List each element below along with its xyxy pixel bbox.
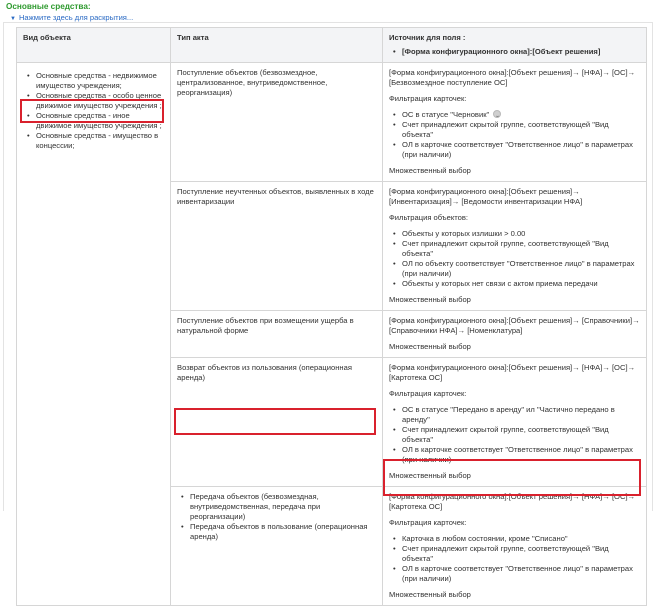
list-item: • Счет принадлежит скрытой группе, соответствующей "Вид объекта" — [402, 239, 640, 259]
section-title: Основные средства: — [6, 2, 91, 11]
list-item: • Основные средства - недвижимое имущество учреждения; — [36, 71, 164, 91]
list-item: • Основные средства - особо ценное движимое имущество учреждения ; — [36, 91, 164, 111]
object-types-list — [23, 71, 164, 151]
filter-list — [389, 534, 640, 584]
list-item: • Передача объектов (безвозмездная, внутриведомственная, передача при реорганизации) — [190, 492, 376, 522]
selection-mode: Множественный выбор — [389, 342, 471, 351]
list-item: • Счет принадлежит скрытой группе, соответствующей "Вид объекта" — [402, 425, 640, 445]
list-item: • Основные средства - имущество в концессии; — [36, 131, 164, 151]
chevron-down-icon: ▼ — [10, 16, 16, 22]
expand-link[interactable] — [10, 13, 133, 22]
act-cell: Поступление неучтенных объектов, выявленных в ходе инвентаризации — [171, 182, 383, 311]
filter-title: Фильтрация карточек: — [389, 94, 467, 103]
act-cell: Поступление объектов при возмещении ущерба в натуральной форме — [171, 311, 383, 358]
emoticon-icon — [493, 110, 501, 118]
list-item: • Основные средства - иное движимое имущество учреждения ; — [36, 111, 164, 131]
table-row — [17, 63, 647, 182]
source-cell — [383, 358, 647, 487]
list-item: • ОЛ в карточке соответствует "Ответственное лицо" в параметрах (при наличии) — [402, 445, 640, 465]
act-cell — [171, 487, 383, 606]
source-path: [Форма конфигурационного окна]:[Объект решения]→ [Справочники]→ [Справочники НФА]→ [Номенклатура] — [389, 316, 640, 335]
list-item: • ОС в статусе "Передано в аренду" ил "Частично передано в аренду" — [402, 405, 640, 425]
source-cell — [383, 487, 647, 606]
list-item: • ОЛ в карточке соответствует "Ответственное лицо" в параметрах (при наличии) — [402, 140, 640, 160]
source-path: [Форма конфигурационного окна]:[Объект решения]→ [НФА]→ [ОС]→ [Безвозмездное поступление ОС] — [389, 68, 636, 87]
act-cell: Возврат объектов из пользования (операционная аренда) — [171, 358, 383, 487]
mapping-table — [16, 27, 647, 606]
list-item: • Объекты у которых нет связи с актом приема передачи — [402, 279, 640, 289]
selection-mode: Множественный выбор — [389, 590, 471, 599]
act-list — [177, 492, 376, 542]
filter-text: ОС в статусе "Черновик" — [402, 110, 490, 119]
filter-list — [389, 229, 640, 289]
selection-mode: Множественный выбор — [389, 471, 471, 480]
list-item: • ОЛ по объекту соответствует "Ответственное лицо" в параметрах (при наличии) — [402, 259, 640, 279]
source-path: [Форма конфигурационного окна]:[Объект решения]→ [Инвентаризация]→ [Ведомости инвентаризации НФА] — [389, 187, 583, 206]
act-cell: Поступление объектов (безвозмездное, централизованное, внутриведомственное, реорганизация) — [171, 63, 383, 182]
list-item: • Объекты у которых излишки > 0.00 — [402, 229, 640, 239]
filter-list — [389, 110, 640, 160]
selection-mode: Множественный выбор — [389, 295, 471, 304]
header-source-item: • [Форма конфигурационного окна]:[Объект решения] — [402, 47, 640, 57]
list-item: • Счет принадлежит скрытой группе, соответствующей "Вид объекта" — [402, 544, 640, 564]
filter-title: Фильтрация объектов: — [389, 213, 469, 222]
filter-title: Фильтрация карточек: — [389, 389, 467, 398]
list-item: • Счет принадлежит скрытой группе, соответствующей "Вид объекта" — [402, 120, 640, 140]
source-cell — [383, 182, 647, 311]
source-cell — [383, 63, 647, 182]
list-item — [402, 110, 640, 120]
filter-title: Фильтрация карточек: — [389, 518, 467, 527]
header-object-type: Вид объекта — [17, 28, 171, 63]
object-types-cell — [17, 63, 171, 606]
list-item: • ОЛ в карточке соответствует "Ответственное лицо" в параметрах (при наличии) — [402, 564, 640, 584]
header-source — [383, 28, 647, 63]
table-header-row — [17, 28, 647, 63]
header-source-title: Источник для поля : — [389, 33, 466, 42]
header-act-type: Тип акта — [171, 28, 383, 63]
selection-mode: Множественный выбор — [389, 166, 471, 175]
list-item: • Передача объектов в пользование (операционная аренда) — [190, 522, 376, 542]
source-cell — [383, 311, 647, 358]
expand-link-label: Нажмите здесь для раскрытия... — [18, 13, 134, 22]
source-path: [Форма конфигурационного окна]:[Объект решения]→ [НФА]→ [ОС]→ [Картотека ОС] — [389, 492, 636, 511]
list-item: • Карточка в любом состоянии, кроме "Списано" — [402, 534, 640, 544]
filter-list — [389, 405, 640, 465]
source-path: [Форма конфигурационного окна]:[Объект решения]→ [НФА]→ [ОС]→ [Картотека ОС] — [389, 363, 636, 382]
